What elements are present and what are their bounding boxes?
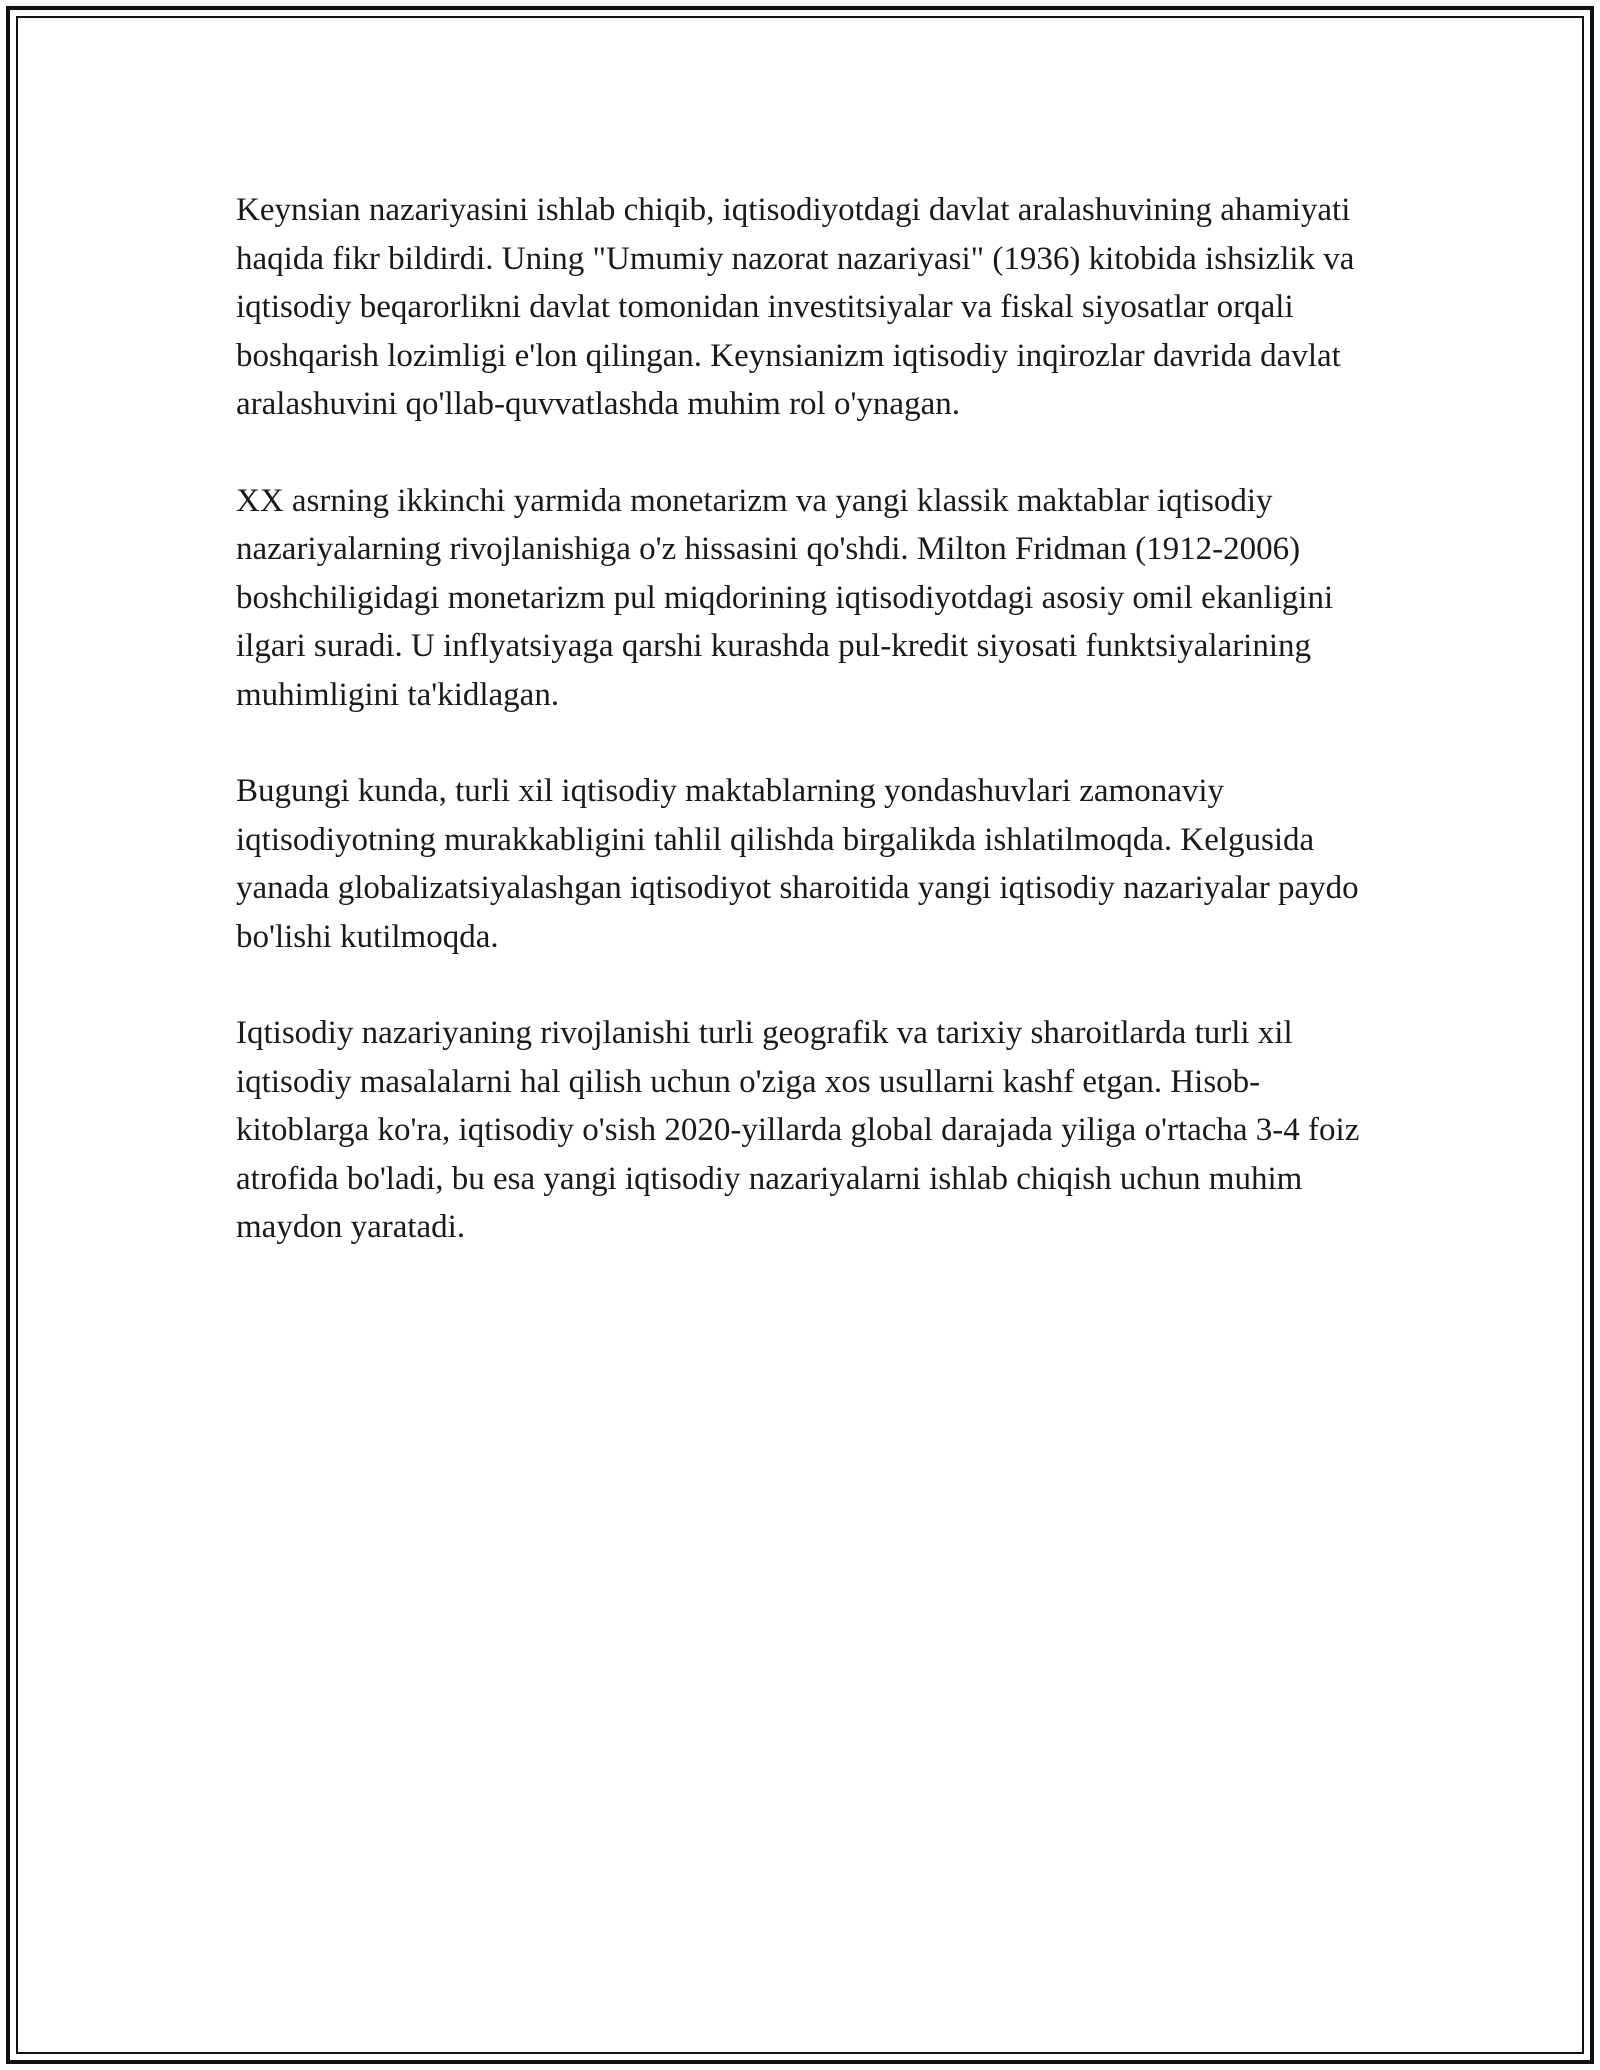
paragraph-economic-growth: Iqtisodiy nazariyaning rivojlanishi turli geografik va tarixiy sharoitlarda turli xil iqtisodiy masalalarni hal qilish uchun o'ziga xos usullarni kashf etgan. Hisob-kitoblarga ko'ra, iqtisodiy o'sish 2020-yillarda global darajada yiliga o'rtacha 3-4 foiz atrofida bo'ladi, bu esa yangi iqtisodiy nazariyalarni ishlab chiqish uchun muhim maydon yaratadi. bbox=[236, 1015, 1360, 1245]
paragraph-monetarism: XX asrning ikkinchi yarmida monetarizm va yangi klassik maktablar iqtisodiy nazariyalarning rivojlanishiga o'z hissasini qo'shdi. Milton Fridman (1912-2006) boshchiligidagi monetarizm pul miqdorining iqtisodiyotdagi asosiy omil ekanligini ilgari suradi. U inflyatsiyaga qarshi kurashda pul-kredit siyosati funktsiyalarining muhimligini ta'kidlagan. bbox=[236, 482, 1334, 713]
paragraph-keynesianism: Keynsian nazariyasini ishlab chiqib, iqtisodiyotdagi davlat aralashuvining ahamiyati haqida fikr bildirdi. Uning "Umumiy nazorat nazariyasi" (1936) kitobida ishsizlik va iqtisodiy beqarorlikni davlat tomonidan investitsiyalar va fiskal siyosatlar orqali boshqarish lozimligi e'lon qilingan. Keynsianizm iqtisodiy inqirozlar davrida davlat aralashuvini qo'llab-quvvatlashda muhim rol o'ynagan. bbox=[236, 192, 1355, 422]
document-body bbox=[236, 186, 1368, 1300]
paragraph-modern-approaches: Bugungi kunda, turli xil iqtisodiy maktablarning yondashuvlari zamonaviy iqtisodiyotning murakkabligini tahlil qilishda birgalikda ishlatilmoqda. Kelgusida yanada globalizatsiyalashgan iqtisodiyot sharoitida yangi iqtisodiy nazariyalar paydo bo'lishi kutilmoqda. bbox=[236, 773, 1359, 955]
